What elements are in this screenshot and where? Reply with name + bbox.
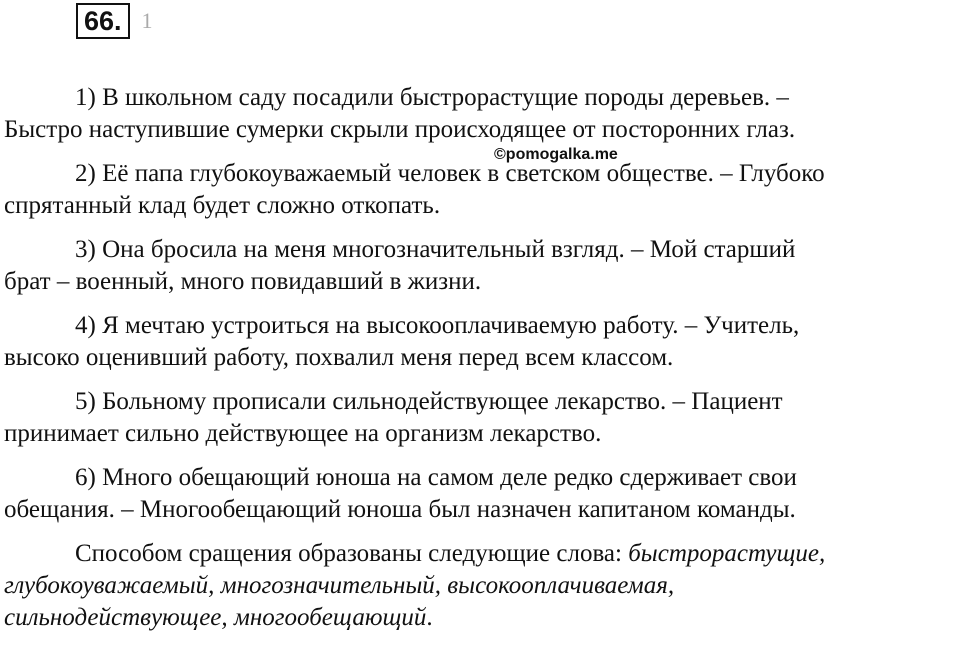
- watermark: ©pomogalka.me: [494, 146, 618, 163]
- conclusion-word-list-3: сильнодействующее, многообещающий: [4, 604, 427, 631]
- sentence-line: 4) Я мечтаю устроиться на высокооплачиваемую работу. – Учитель,: [75, 312, 800, 339]
- task-mark: 1: [141, 8, 153, 33]
- conclusion-lead: Способом сращения образованы следующие слова:: [75, 540, 629, 567]
- conclusion-end: .: [426, 604, 433, 631]
- sentence-line: спрятанный клад будет сложно откопать.: [4, 192, 441, 219]
- sentence-line: принимает сильно действующее на организм лекарство.: [4, 420, 602, 447]
- conclusion-word-list-1: быстрорастущие,: [628, 540, 826, 567]
- sentence-line: 1) В школьном саду посадили быстрорастущие породы деревьев. –: [75, 84, 789, 111]
- sentence-line: 3) Она бросила на меня многозначительный взгляд. – Мой старший: [75, 236, 796, 263]
- sentence-line: 5) Больному прописали сильнодействующее лекарство. – Пациент: [75, 388, 783, 415]
- sentence-pair-6: [4, 462, 954, 526]
- sentence-pair-5: [4, 386, 954, 450]
- sentence-pair-4: [4, 310, 954, 374]
- exercise-number-box: 66.: [76, 3, 130, 39]
- sentence-line: Быстро наступившие сумерки скрыли происходящее от посторонних глаз.: [4, 116, 796, 143]
- exercise-header: [76, 3, 153, 39]
- sentence-pair-2: [4, 158, 954, 222]
- sentence-line: 2) Её папа глубокоуважаемый человек в светском обществе. – Глубоко: [75, 160, 825, 187]
- sentence-pair-3: [4, 234, 954, 298]
- sentence-line: 6) Много обещающий юноша на самом деле редко сдерживает свои: [75, 464, 797, 491]
- exercise-text: [4, 82, 954, 634]
- sentence-line: высоко оценивший работу, похвалил меня перед всем классом.: [4, 344, 674, 371]
- conclusion-word-list-2: глубокоуважаемый, многозначительный, высокооплачиваемая,: [4, 572, 675, 599]
- sentence-line: обещания. – Многообещающий юноша был назначен капитаном команды.: [4, 496, 796, 523]
- conclusion-paragraph: [4, 538, 954, 634]
- sentence-pair-1: [4, 82, 954, 146]
- sentence-line: брат – военный, много повидавший в жизни.: [4, 268, 482, 295]
